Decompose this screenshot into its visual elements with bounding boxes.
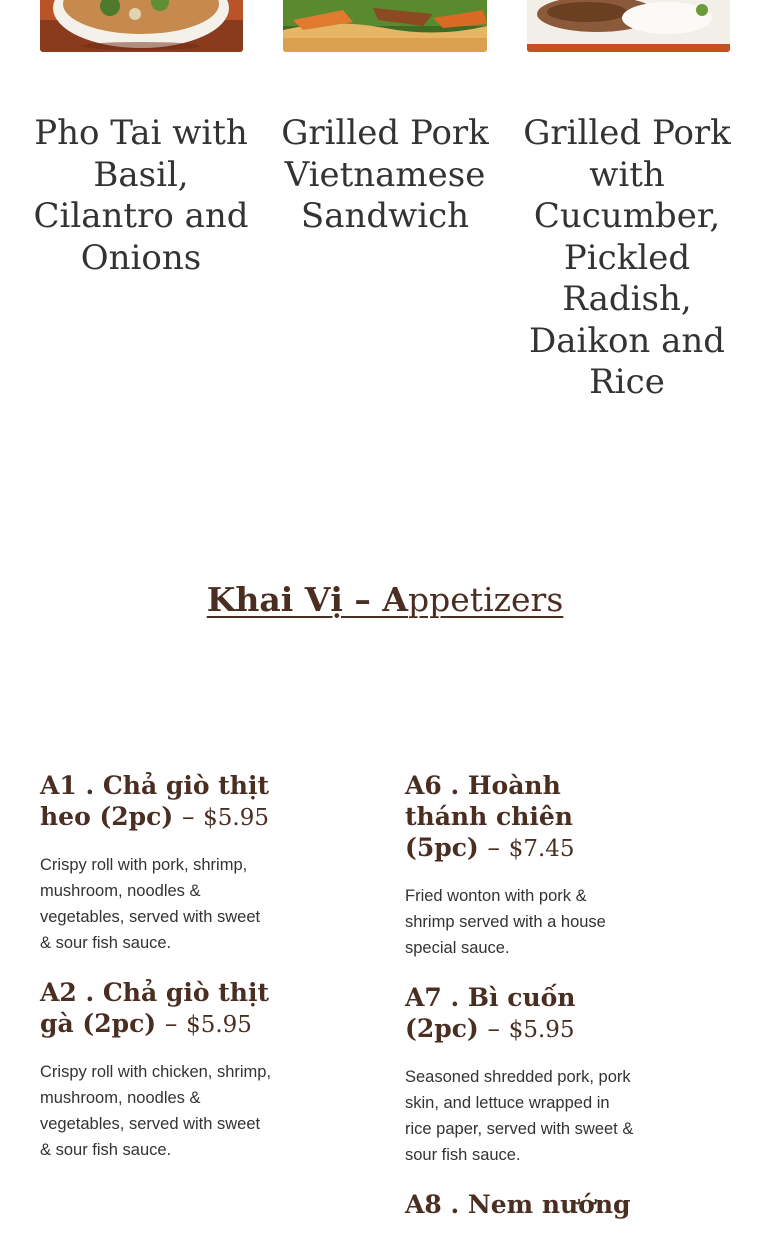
menu-column-right — [405, 770, 640, 1241]
item-title: A8 . Nem nướng — [405, 1190, 631, 1219]
grilled-pork-rice-photo — [527, 0, 730, 52]
item-separator: – — [487, 1014, 500, 1043]
menu-item — [405, 982, 640, 1168]
item-separator: – — [164, 1009, 178, 1038]
item-separator: – — [181, 802, 195, 831]
item-price: $7.45 — [508, 836, 575, 862]
sandwich-photo — [283, 0, 487, 52]
menu-item-name — [405, 982, 640, 1046]
item-title: A2 . Chả giò thịt gà (2pc) — [40, 978, 270, 1038]
menu-item — [405, 770, 640, 961]
item-price: $5.95 — [203, 805, 270, 831]
menu-item-name — [405, 770, 640, 865]
item-title: A7 . Bì cuốn (2pc) — [405, 983, 576, 1043]
section-title-light: ppetizers — [408, 580, 564, 619]
menu-item-description: Crispy roll with chicken, shrimp, mushroom, noodles & vegetables, served with sweet & sour fish sauce. — [40, 1063, 272, 1159]
menu-item-description: Fried wonton with pork & shrimp served with a house special sauce. — [405, 887, 606, 957]
featured-dish-title: Pho Tai with Basil, Cilantro and Onions — [33, 113, 249, 278]
section-title-bold: Khai Vị – A — [206, 580, 409, 619]
menu-item-name — [405, 1189, 640, 1220]
featured-dish-title: Grilled Pork Vietnamese Sandwich — [281, 113, 489, 236]
menu-item — [40, 770, 275, 956]
menu-item-name — [40, 770, 275, 834]
menu-item-description: Crispy roll with pork, shrimp, mushroom, noodles & vegetables, served with sweet & sour fish sauce. — [40, 856, 261, 952]
featured-dish-title: Grilled Pork with Cucumber, Pickled Radish, Daikon and Rice — [523, 113, 731, 402]
appetizers-heading-link[interactable] — [207, 580, 564, 619]
menu-item — [40, 977, 275, 1163]
menu-column-left — [40, 770, 275, 1184]
item-price: $5.95 — [186, 1012, 252, 1038]
pho-photo — [40, 0, 243, 52]
item-title: A1 . Chả giò thịt heo (2pc) — [40, 771, 270, 831]
menu-item — [405, 1189, 640, 1220]
item-separator: – — [487, 833, 500, 862]
item-title: A6 . Hoành thánh chiên (5pc) — [405, 771, 573, 862]
section-heading-appetizers — [0, 580, 770, 619]
menu-item-description: Seasoned shredded pork, pork skin, and lettuce wrapped in rice paper, served with sweet & sour fish sauce. — [405, 1068, 634, 1164]
item-price: $5.95 — [508, 1017, 575, 1043]
menu-item-name — [40, 977, 275, 1041]
